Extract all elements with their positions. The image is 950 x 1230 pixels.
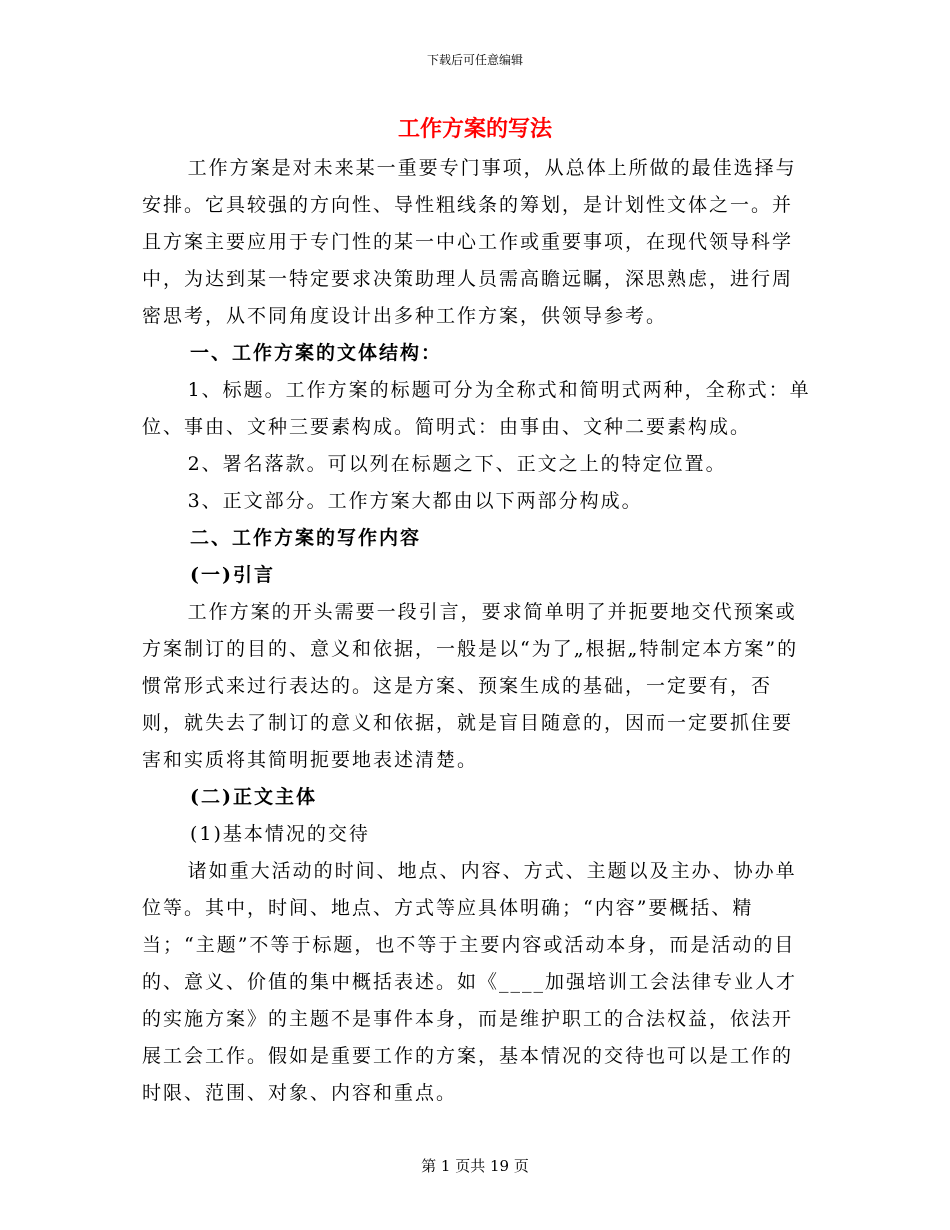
intro-section-paragraph: 工作方案的开头需要一段引言，要求简单明了并扼要地交代预案或方案制订的目的、意义和依据，一般是以“为了„根据„特制定本方案”的惯常形式来过行表达的。这是方案、预案生成的基础，一定要有，否则，就失去了制订的意义和依据，就是盲目随意的，因而一定要抓住要害和实质将其简明扼要地表述清楚。 [142,601,799,771]
document-body [142,150,812,1112]
section-heading-structure: 一、工作方案的文体结构： [190,342,443,364]
page-footer: 第 1 页共 19 页 [421,1157,529,1175]
structure-item-body: 3、正文部分。工作方案大都由以下两部分构成。 [187,490,643,512]
subsection-heading-intro: (一)引言 [190,564,275,586]
section-heading-content: 二、工作方案的写作内容 [190,527,422,549]
item-heading-basic-info: (1)基本情况的交待 [190,823,370,845]
structure-item-signature: 2、署名落款。可以列在标题之下、正文之上的特定位置。 [187,453,727,475]
document-title: 工作方案的写法 [397,116,552,142]
structure-item-title: 1、标题。工作方案的标题可分为全称式和简明式两种，全称式：单位、事由、文种三要素构成。简明式：由事由、文种二要素构成。 [142,379,811,438]
page-header: 下载后可任意编辑 [426,53,523,67]
subsection-heading-main-body: (二)正文主体 [190,786,317,808]
intro-paragraph: 工作方案是对未来某一重要专门事项，从总体上所做的最佳选择与安排。它具较强的方向性、导性粗线条的筹划，是计划性文体之一。并且方案主要应用于专门性的某一中心工作或重要事项，在现代领导科学中，为达到某一特定要求决策助理人员需高瞻远瞩，深思熟虑，进行周密思考，从不同角度设计出多种工作方案，供领导参考。 [142,157,797,327]
basic-info-paragraph: 诸如重大活动的时间、地点、内容、方式、主题以及主办、协办单位等。其中，时间、地点、方式等应具体明确；“内容”要概括、精当；“主题”不等于标题，也不等于主要内容或活动本身，而是活动的目的、意义、价值的集中概括表述。如《____加强培训工会法律专业人才的实施方案》的主题不是事件本身，而是维护职工的合法权益，依法开展工会工作。假如是重要工作的方案，基本情况的交待也可以是工作的时限、范围、对象、内容和重点。 [142,860,798,1104]
